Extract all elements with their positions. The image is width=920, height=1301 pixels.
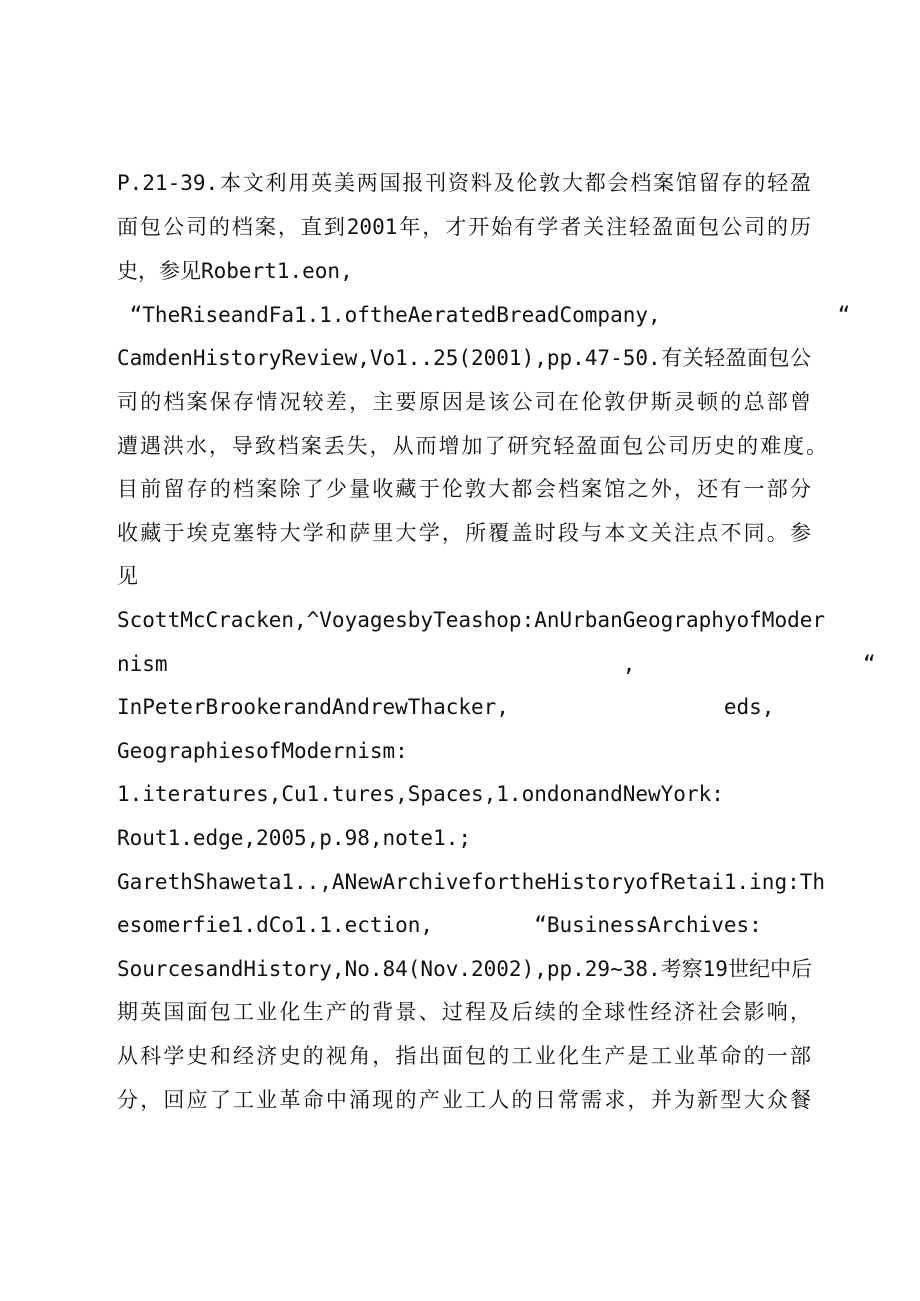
text-line: 收藏于埃克塞特大学和萨里大学，所覆盖时段与本文关注点不同。参 [117, 521, 811, 545]
text-line: 见 [117, 564, 138, 588]
text-line: 史，参见Robert1.eon, [117, 259, 353, 283]
text-line: nism , “ [117, 652, 876, 676]
text-line: 分，回应了工业革命中涌现的产业工人的日常需求，并为新型大众餐 [117, 1088, 811, 1112]
text-line: esomerfie1.dCo1.1.ection, “BusinessArchives: [117, 913, 762, 937]
text-line: 目前留存的档案除了少量收藏于伦敦大都会档案馆之外，还有一部分 [117, 477, 811, 501]
text-line: SourcesandHistory,No.84(Nov.2002),pp.29~38.考察19世纪中后 [117, 957, 812, 981]
text-line: 司的档案保存情况较差，主要原因是该公司在伦敦伊斯灵顿的总部曾 [117, 390, 811, 414]
text-line: CamdenHistoryReview,Vo1..25(2001),pp.47-50.有关轻盈面包公 [117, 346, 811, 370]
text-line: GeographiesofModernism: [117, 739, 408, 763]
text-line: P.21-39.本文利用英美两国报刊资料及伦敦大都会档案馆留存的轻盈 [117, 171, 811, 195]
text-line: “TheRiseandFa1.1.oftheAeratedBreadCompany, “ [117, 303, 851, 327]
text-line: 遭遇洪水，导致档案丢失，从而增加了研究轻盈面包公司历史的难度。 [117, 434, 827, 458]
text-line: 1.iteratures,Cu1.tures,Spaces,1.ondonandNewYork: [117, 782, 724, 806]
text-line: 从科学史和经济史的视角，指出面包的工业化生产是工业革命的一部 [117, 1044, 811, 1068]
text-line: 期英国面包工业化生产的背景、过程及后续的全球性经济社会影响， [117, 1000, 811, 1024]
text-line: GarethShaweta1..,ANewArchivefortheHistoryofRetai1.ing:Th [117, 870, 826, 894]
text-line: InPeterBrookerandAndrewThacker, eds, [117, 695, 775, 719]
text-line: 面包公司的档案，直到2001年，才开始有学者关注轻盈面包公司的历 [117, 215, 811, 239]
text-line: Rout1.edge,2005,p.98,note1.; [117, 826, 472, 850]
text-line: ScottMcCracken,^VoyagesbyTeashop:AnUrbanGeographyofModer [117, 608, 826, 632]
